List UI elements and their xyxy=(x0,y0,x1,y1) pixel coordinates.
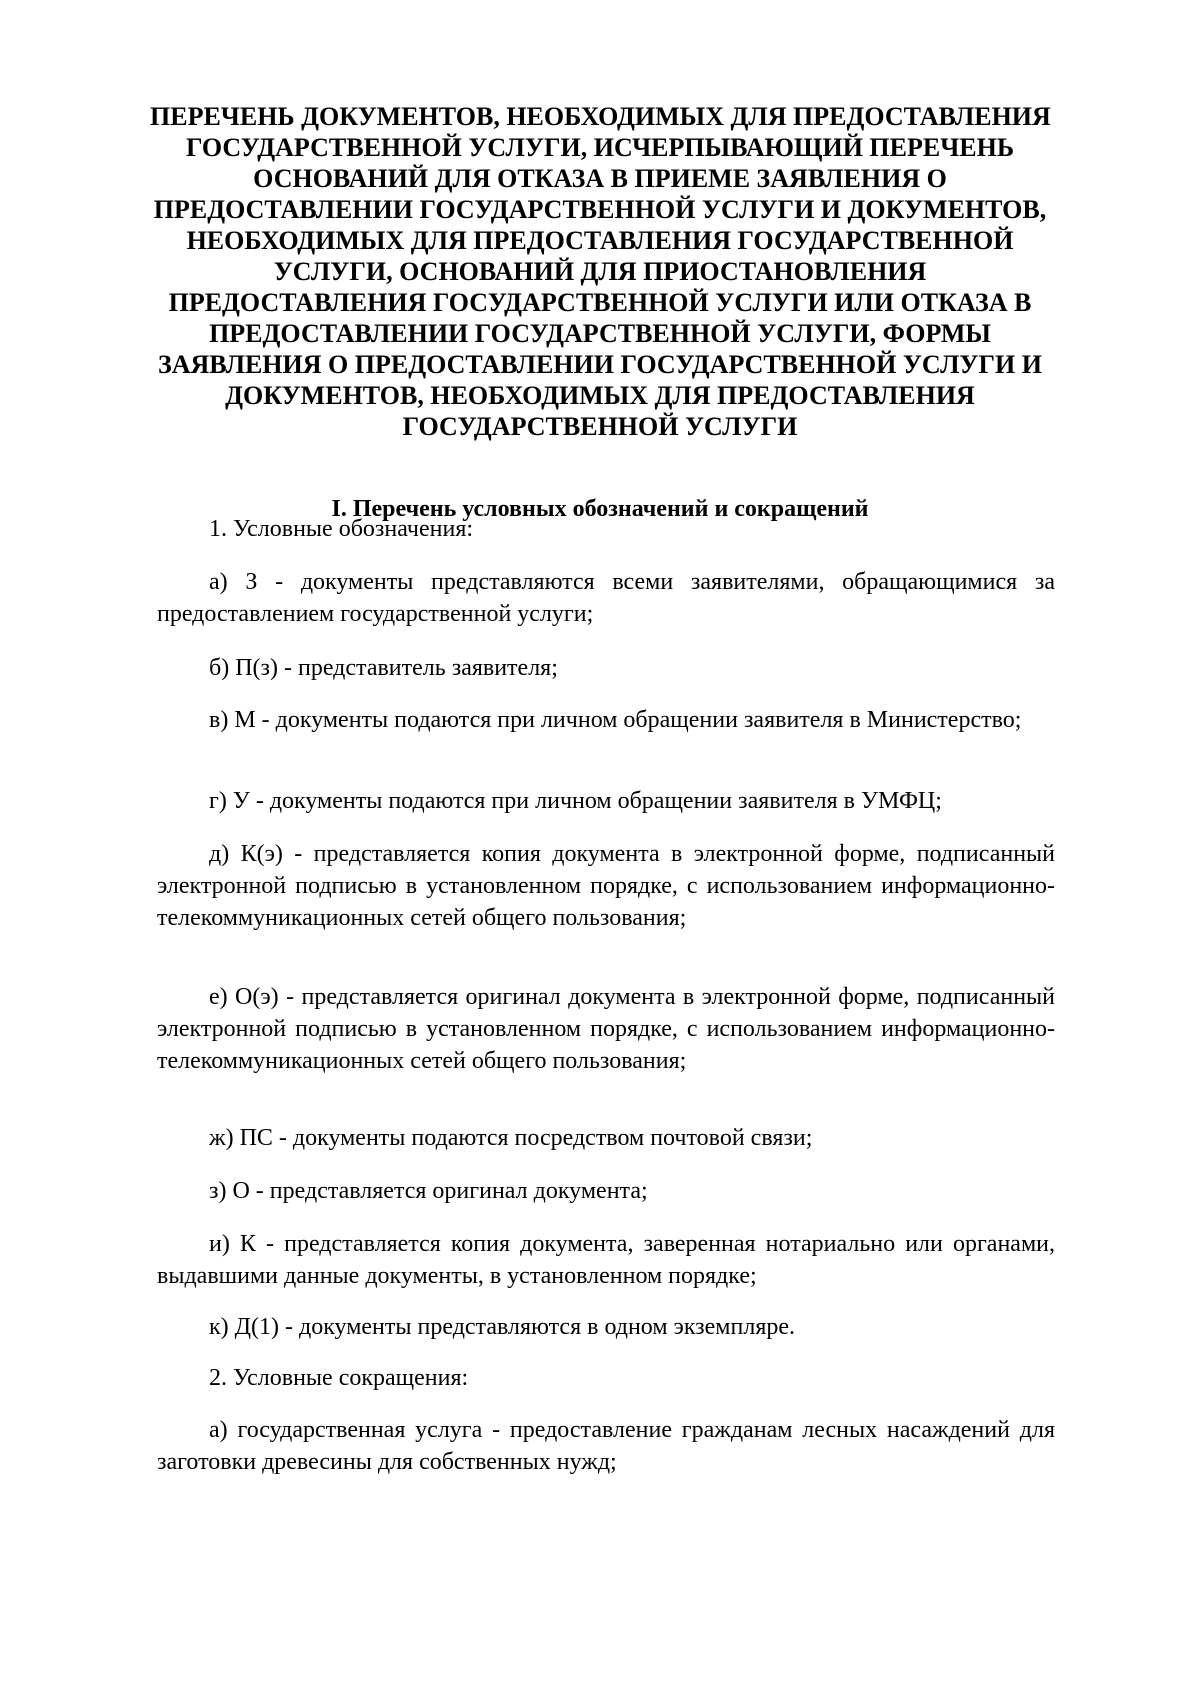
title-line: ЗАЯВЛЕНИЯ О ПРЕДОСТАВЛЕНИИ ГОСУДАРСТВЕННОЙ УСЛУГИ И xyxy=(157,350,1043,379)
title-line: НЕОБХОДИМЫХ ДЛЯ ПРЕДОСТАВЛЕНИЯ ГОСУДАРСТВЕННОЙ xyxy=(186,226,1014,255)
paragraph-item-i: и) К - представляется копия документа, заверенная нотариально или органами, выдавшими данные документы, в установленном порядке; xyxy=(157,1231,1055,1289)
paragraph-item-k: к) Д(1) - документы представляются в одном экземпляре. xyxy=(209,1314,796,1340)
title-line: УСЛУГИ, ОСНОВАНИЙ ДЛЯ ПРИОСТАНОВЛЕНИЯ xyxy=(273,257,927,286)
title-line: ПРЕДОСТАВЛЕНИЯ ГОСУДАРСТВЕННОЙ УСЛУГИ ИЛИ ОТКАЗА В xyxy=(168,288,1032,317)
title-line: ГОСУДАРСТВЕННОЙ УСЛУГИ xyxy=(402,412,798,441)
document-title xyxy=(150,101,1050,442)
paragraph-item-v: в) М - документы подаются при личном обращении заявителя в Министерство; xyxy=(209,707,1022,733)
paragraph-item-d: д) К(э) - представляется копия документа в электронной форме, подписанный электронной подписью в установленном порядке, с использованием информационно-телекоммуникационных сетей общего пользования; xyxy=(157,841,1055,931)
paragraph-item-g: г) У - документы подаются при личном обращении заявителя в УМФЦ; xyxy=(209,788,942,814)
paragraph-abbreviations-heading: 2. Условные сокращения: xyxy=(209,1365,469,1391)
title-line: ПРЕДОСТАВЛЕНИИ ГОСУДАРСТВЕННОЙ УСЛУГИ И ДОКУМЕНТОВ, xyxy=(153,195,1047,224)
title-line: ГОСУДАРСТВЕННОЙ УСЛУГИ, ИСЧЕРПЫВАЮЩИЙ ПЕРЕЧЕНЬ xyxy=(185,133,1015,162)
section-heading: I. Перечень условных обозначений и сокращений xyxy=(331,496,869,522)
title-line: ОСНОВАНИЙ ДЛЯ ОТКАЗА В ПРИЕМЕ ЗАЯВЛЕНИЯ О xyxy=(253,164,947,193)
paragraph-item-b: б) П(з) - представитель заявителя; xyxy=(209,655,558,681)
paragraph-item-e: е) О(э) - представляется оригинал документа в электронной форме, подписанный электронной подписью в установленном порядке, с использованием информационно-телекоммуникационных сетей общего пользования; xyxy=(157,984,1055,1074)
title-line: ДОКУМЕНТОВ, НЕОБХОДИМЫХ ДЛЯ ПРЕДОСТАВЛЕНИЯ xyxy=(225,381,975,410)
paragraph-item-zh: ж) ПС - документы подаются посредством почтовой связи; xyxy=(209,1125,813,1151)
title-line: ПЕРЕЧЕНЬ ДОКУМЕНТОВ, НЕОБХОДИМЫХ ДЛЯ ПРЕДОСТАВЛЕНИЯ xyxy=(150,102,1051,131)
title-line: ПРЕДОСТАВЛЕНИИ ГОСУДАРСТВЕННОЙ УСЛУГИ, ФОРМЫ xyxy=(209,319,991,348)
paragraph-item-a: а) З - документы представляются всеми заявителями, обращающимися за предоставлением государственной услуги; xyxy=(157,569,1055,627)
paragraph-abbr-item-a: а) государственная услуга - предоставление гражданам лесных насаждений для заготовки древесины для собственных нужд; xyxy=(157,1417,1055,1475)
paragraph-item-z: з) О - представляется оригинал документа; xyxy=(209,1178,648,1204)
paragraph-conventions-heading: 1. Условные обозначения: xyxy=(209,516,474,542)
